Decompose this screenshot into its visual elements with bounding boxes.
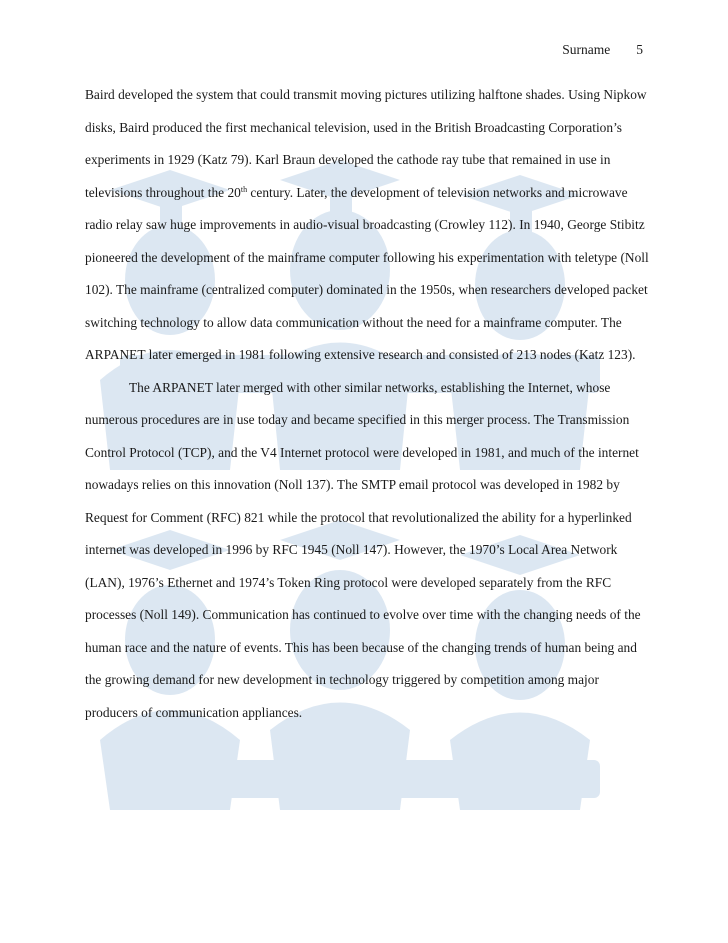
running-head-title: Surname	[562, 42, 611, 57]
running-header	[562, 42, 643, 58]
paragraph-1-text-before-sup: Baird developed the system that could transmit moving pictures utilizing halftone shades. Using Nipkow disks, Baird produced the first mechanical television, used in the British Broadcasting Corporation’s experiments in 1929 (Katz 79). Karl Braun developed the cathode ray tube that remained in use in televisions throughout the 20	[85, 87, 647, 200]
paragraph-1-text-after-sup: century. Later, the development of television networks and microwave radio relay saw huge improvements in audio-visual broadcasting (Crowley 112). In 1940, George Stibitz pioneered the development of the mainframe computer following his experimentation with teletype (Noll 102). The mainframe (centralized computer) dominated in the 1950s, when researchers developed packet switching technology to allow data communication without the need for a mainframe computer. The ARPANET later emerged in 1981 following extensive research and consisted of 213 nodes (Katz 123).	[85, 184, 649, 362]
paragraph-1	[85, 79, 650, 372]
body-text	[85, 79, 650, 729]
paragraph-2: The ARPANET later merged with other similar networks, establishing the Internet, whose numerous procedures are in use today and became specified in this merger process. The Transmission Control Protocol (TCP), and the V4 Internet protocol were developed in 1981, and much of the internet nowadays relies on this innovation (Noll 137). The SMTP email protocol was developed in 1982 by Request for Comment (RFC) 821 while the protocol that revolutionalized the ability for a hyperlinked internet was developed in 1996 by RFC 1945 (Noll 147). However, the 1970’s Local Area Network (LAN), 1976’s Ethernet and 1974’s Token Ring protocol were developed separately from the RFC processes (Noll 149). Communication has continued to evolve over time with the changing needs of the human race and the nature of events. This has been because of the changing trends of human being and the growing demand for new development in technology triggered by competition among major producers of communication appliances.	[85, 379, 641, 720]
page-number: 5	[636, 42, 643, 57]
ordinal-superscript: th	[240, 184, 248, 194]
